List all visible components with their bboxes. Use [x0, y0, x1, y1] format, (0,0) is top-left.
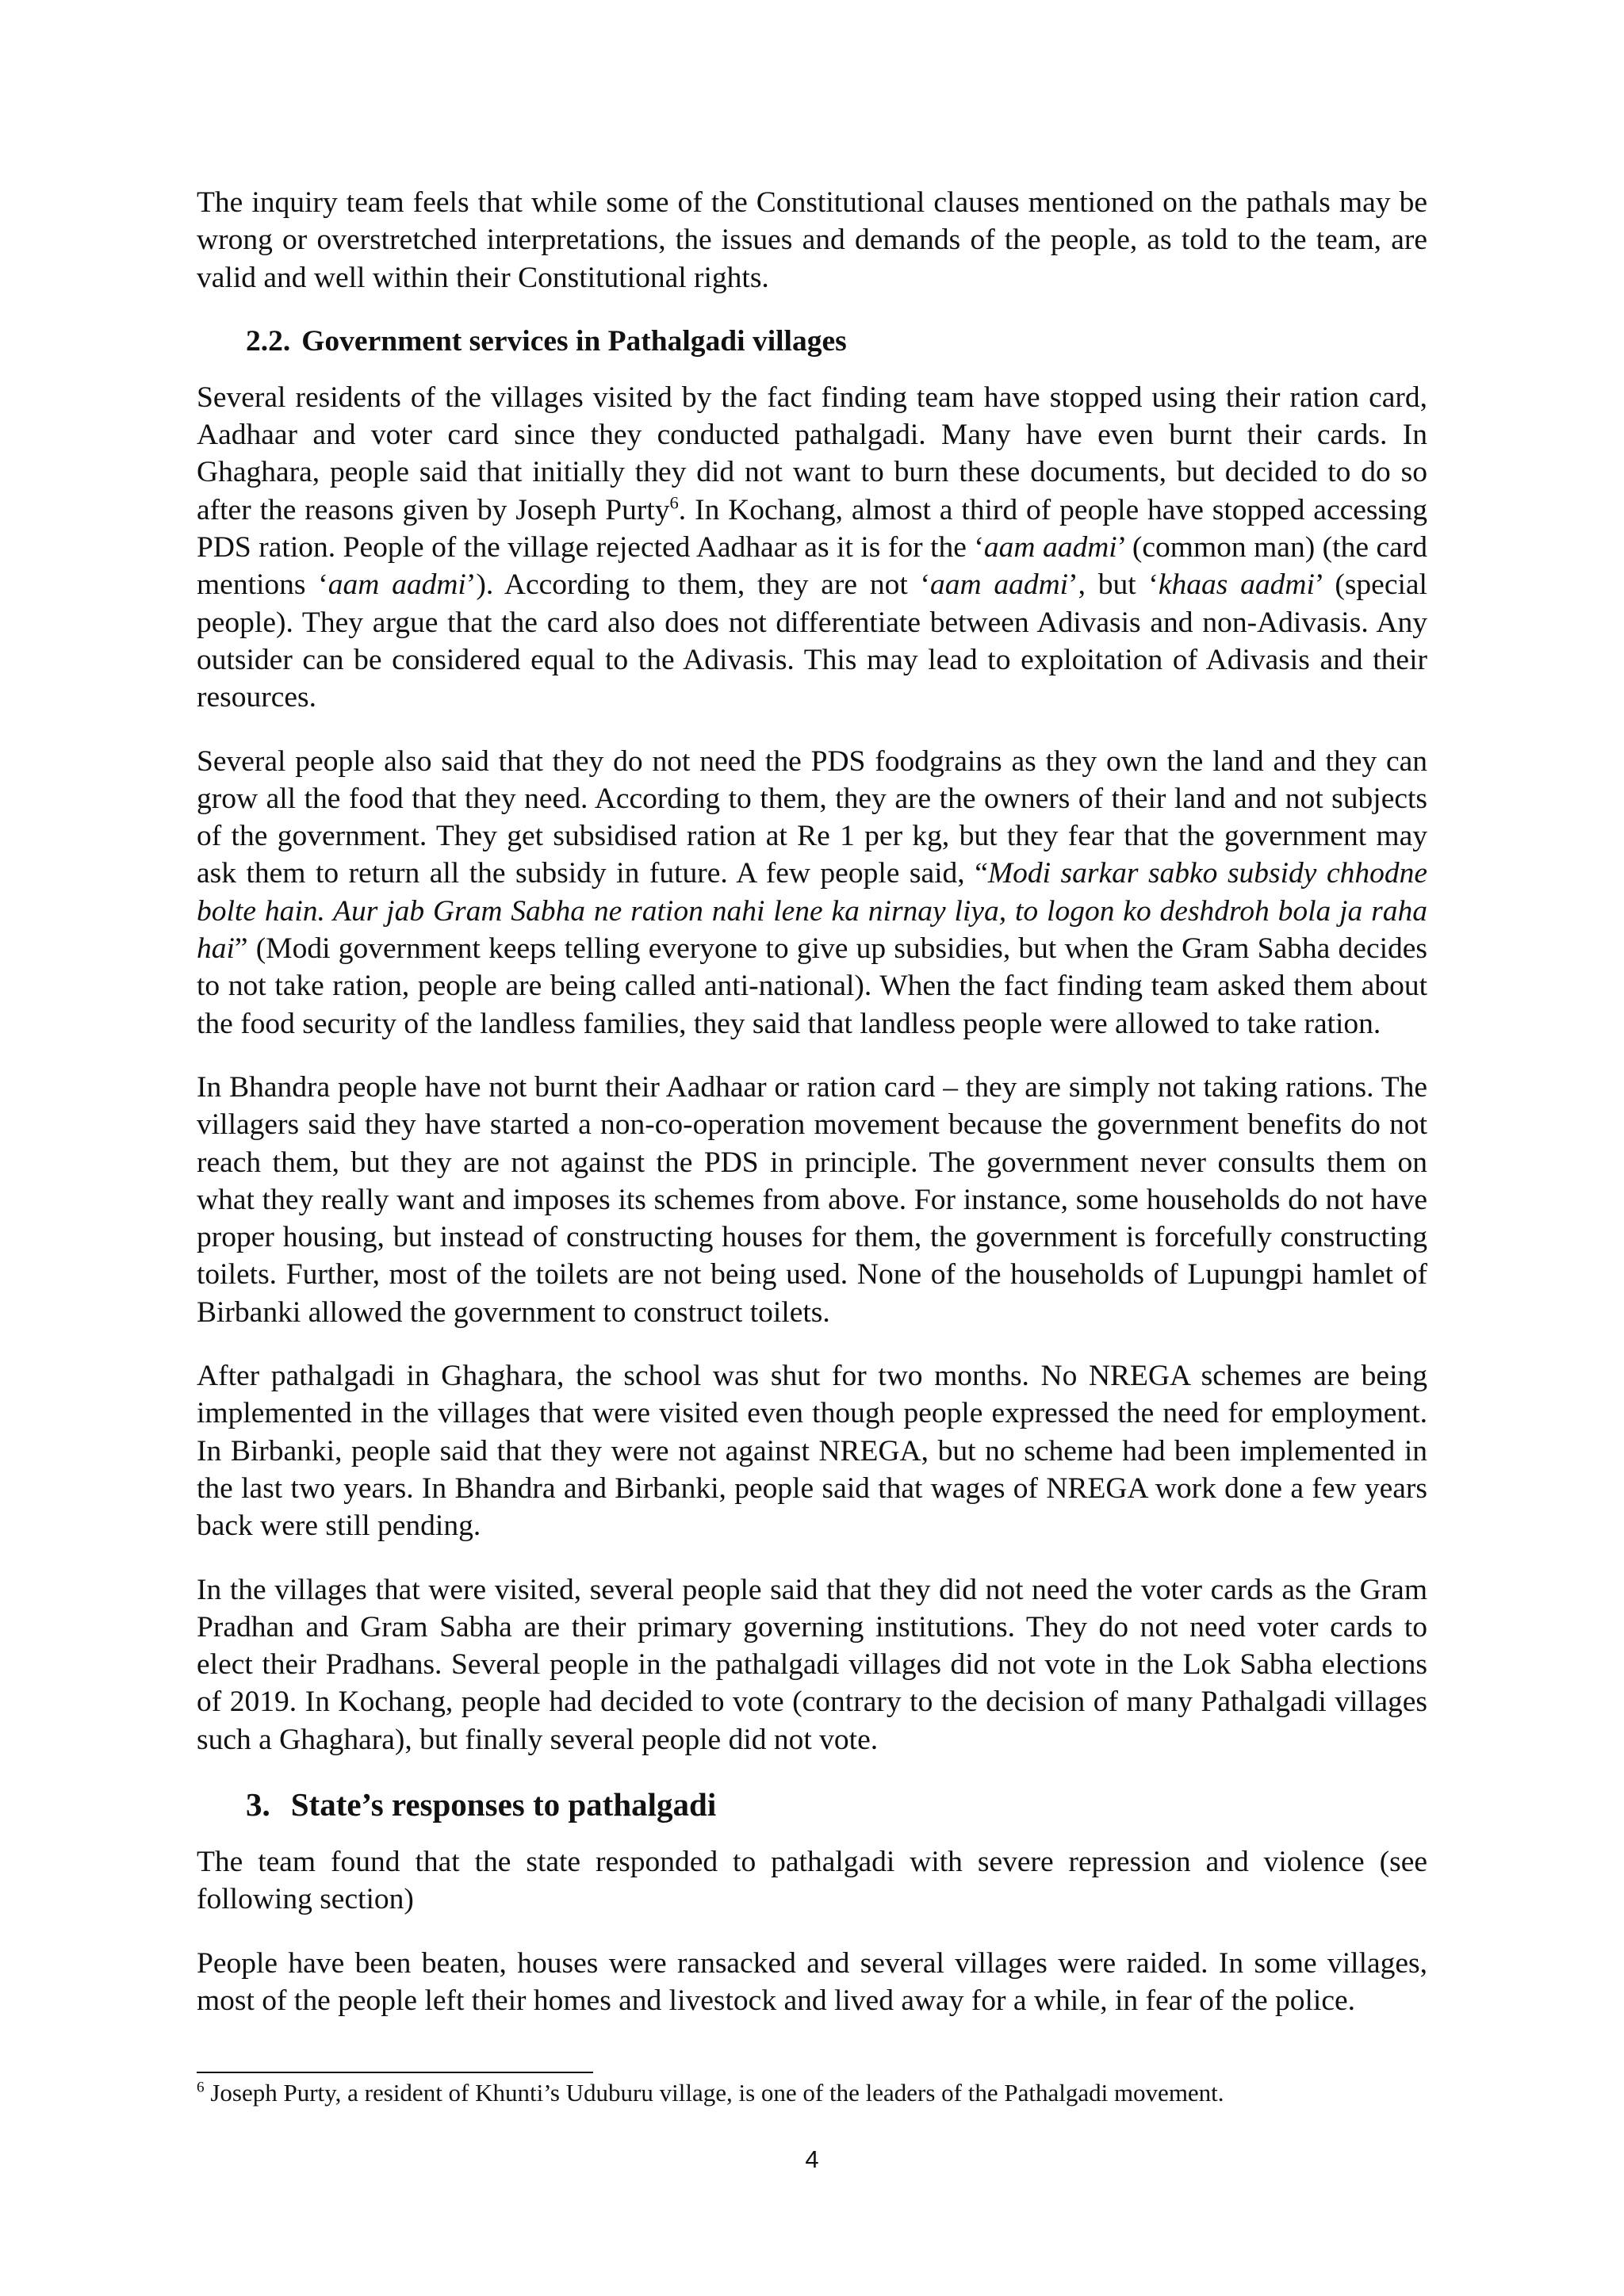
section-title: State’s responses to pathalgadi	[290, 1785, 717, 1823]
paragraph-people-beaten: People have been beaten, houses were ransacked and several villages were raided. In some villages, most of the people left their homes and livestock and lived away for a while, in fear of the police.	[197, 1946, 1427, 2017]
footnote	[197, 2077, 1427, 2109]
paragraph-pds-foodgrains: Several people also said that they do not need the PDS foodgrains as they own the land and they can grow all the food that they need. According to them, they are the owners of their land and not subjects of the government. They get subsidised ration at Re 1 per kg, but they fear that the government may ask them to return all the subsidy in future. A few people said, “Modi sarkar sabko subsidy chhodne bolte hain. Aur jab Gram Sabha ne ration nahi lene ka nirnay liya, to logon ko deshdroh bola ja raha hai” (Modi government keeps telling everyone to give up subsidies, but when the Gram Sabha decides to not take ration, people are being called anti-national). When the fact finding team asked them about the food security of the landless families, they said that landless people were allowed to take ration.	[197, 744, 1427, 1040]
paragraph-inquiry-team: The inquiry team feels that while some of the Constitutional clauses mentioned on the pathals may be wrong or overstretched interpretations, the issues and demands of the people, as told to the team, are valid and well within their Constitutional rights.	[197, 186, 1427, 294]
footnote-text: Joseph Purty, a resident of Khunti’s Uduburu village, is one of the leaders of the Pathalgadi movement.	[204, 2079, 1224, 2107]
paragraph-nrega: After pathalgadi in Ghaghara, the school was shut for two months. No NREGA schemes are being implemented in the villages that were visited even though people expressed the need for employment. In Birbanki, people said that they were not against NREGA, but no scheme had been implemented in the last two years. In Bhandra and Birbanki, people said that wages of NREGA work done a few years back were still pending.	[197, 1360, 1427, 1543]
section-number: 2.2.	[246, 324, 291, 358]
paragraph-voter-cards: In the villages that were visited, several people said that they did not need the voter cards as the Gram Pradhan and Gram Sabha are their primary governing institutions. They do not need voter cards to elect their Pradhans. Several people in the pathalgadi villages did not vote in the Lok Sabha elections of 2019. In Kochang, people had decided to vote (contrary to the decision of many Pathalgadi villages such a Ghaghara), but finally several people did not vote.	[197, 1573, 1427, 1756]
footnote-ref: 6	[669, 492, 679, 513]
footnote-separator	[197, 2072, 593, 2073]
page-number: 4	[805, 2145, 819, 2173]
paragraph-residents-cards: Several residents of the villages visited by the fact finding team have stopped using their ration card, Aadhaar and voter card since they conducted pathalgadi. Many have even burnt their cards. In Ghaghara, people said that initially they did not want to burn these documents, but decided to do so after the reasons given by Joseph Purty$^6$. In Kochang, almost a third of people have stopped accessing PDS ration. People of the village rejected Aadhaar as it is for the ‘aam aadmi’ (common man) (the card mentions ‘aam aadmi’). According to them, they are not ‘aam aadmi’, but ‘khaas aadmi’ (special people). They argue that the card also does not differentiate between Adivasis and non-Adivasis. Any outsider can be considered equal to the Adivasis. This may lead to exploitation of Adivasis and their resources.	[197, 381, 1427, 714]
page-body	[197, 184, 1427, 2045]
section-title: Government services in Pathalgadi villages	[301, 324, 847, 358]
section-number: 3.	[246, 1785, 270, 1823]
section-heading-3	[246, 1785, 1427, 1824]
footnote-number: 6	[197, 2079, 205, 2096]
section-heading-2-2	[246, 323, 1427, 360]
paragraph-bhandra: In Bhandra people have not burnt their Aadhaar or ration card – they are simply not taking rations. The villagers said they have started a non-co-operation movement because the government benefits do not reach them, but they are not against the PDS in principle. The government never consults them on what they really want and imposes its schemes from above. For instance, some households do not have proper housing, but instead of constructing houses for them, the government is forcefully constructing toilets. Further, most of the toilets are not being used. None of the households of Lupungpi hamlet of Birbanki allowed the government to construct toilets.	[197, 1070, 1427, 1329]
hindi-quote: Modi sarkar sabko subsidy chhodne bolte hain. Aur jab Gram Sabha ne ration nahi lene ka nirnay liya, to logon ko deshdroh bola ja raha hai	[197, 857, 1427, 966]
paragraph-state-response: The team found that the state responded to pathalgadi with severe repression and violence (see following section)	[197, 1845, 1427, 1916]
